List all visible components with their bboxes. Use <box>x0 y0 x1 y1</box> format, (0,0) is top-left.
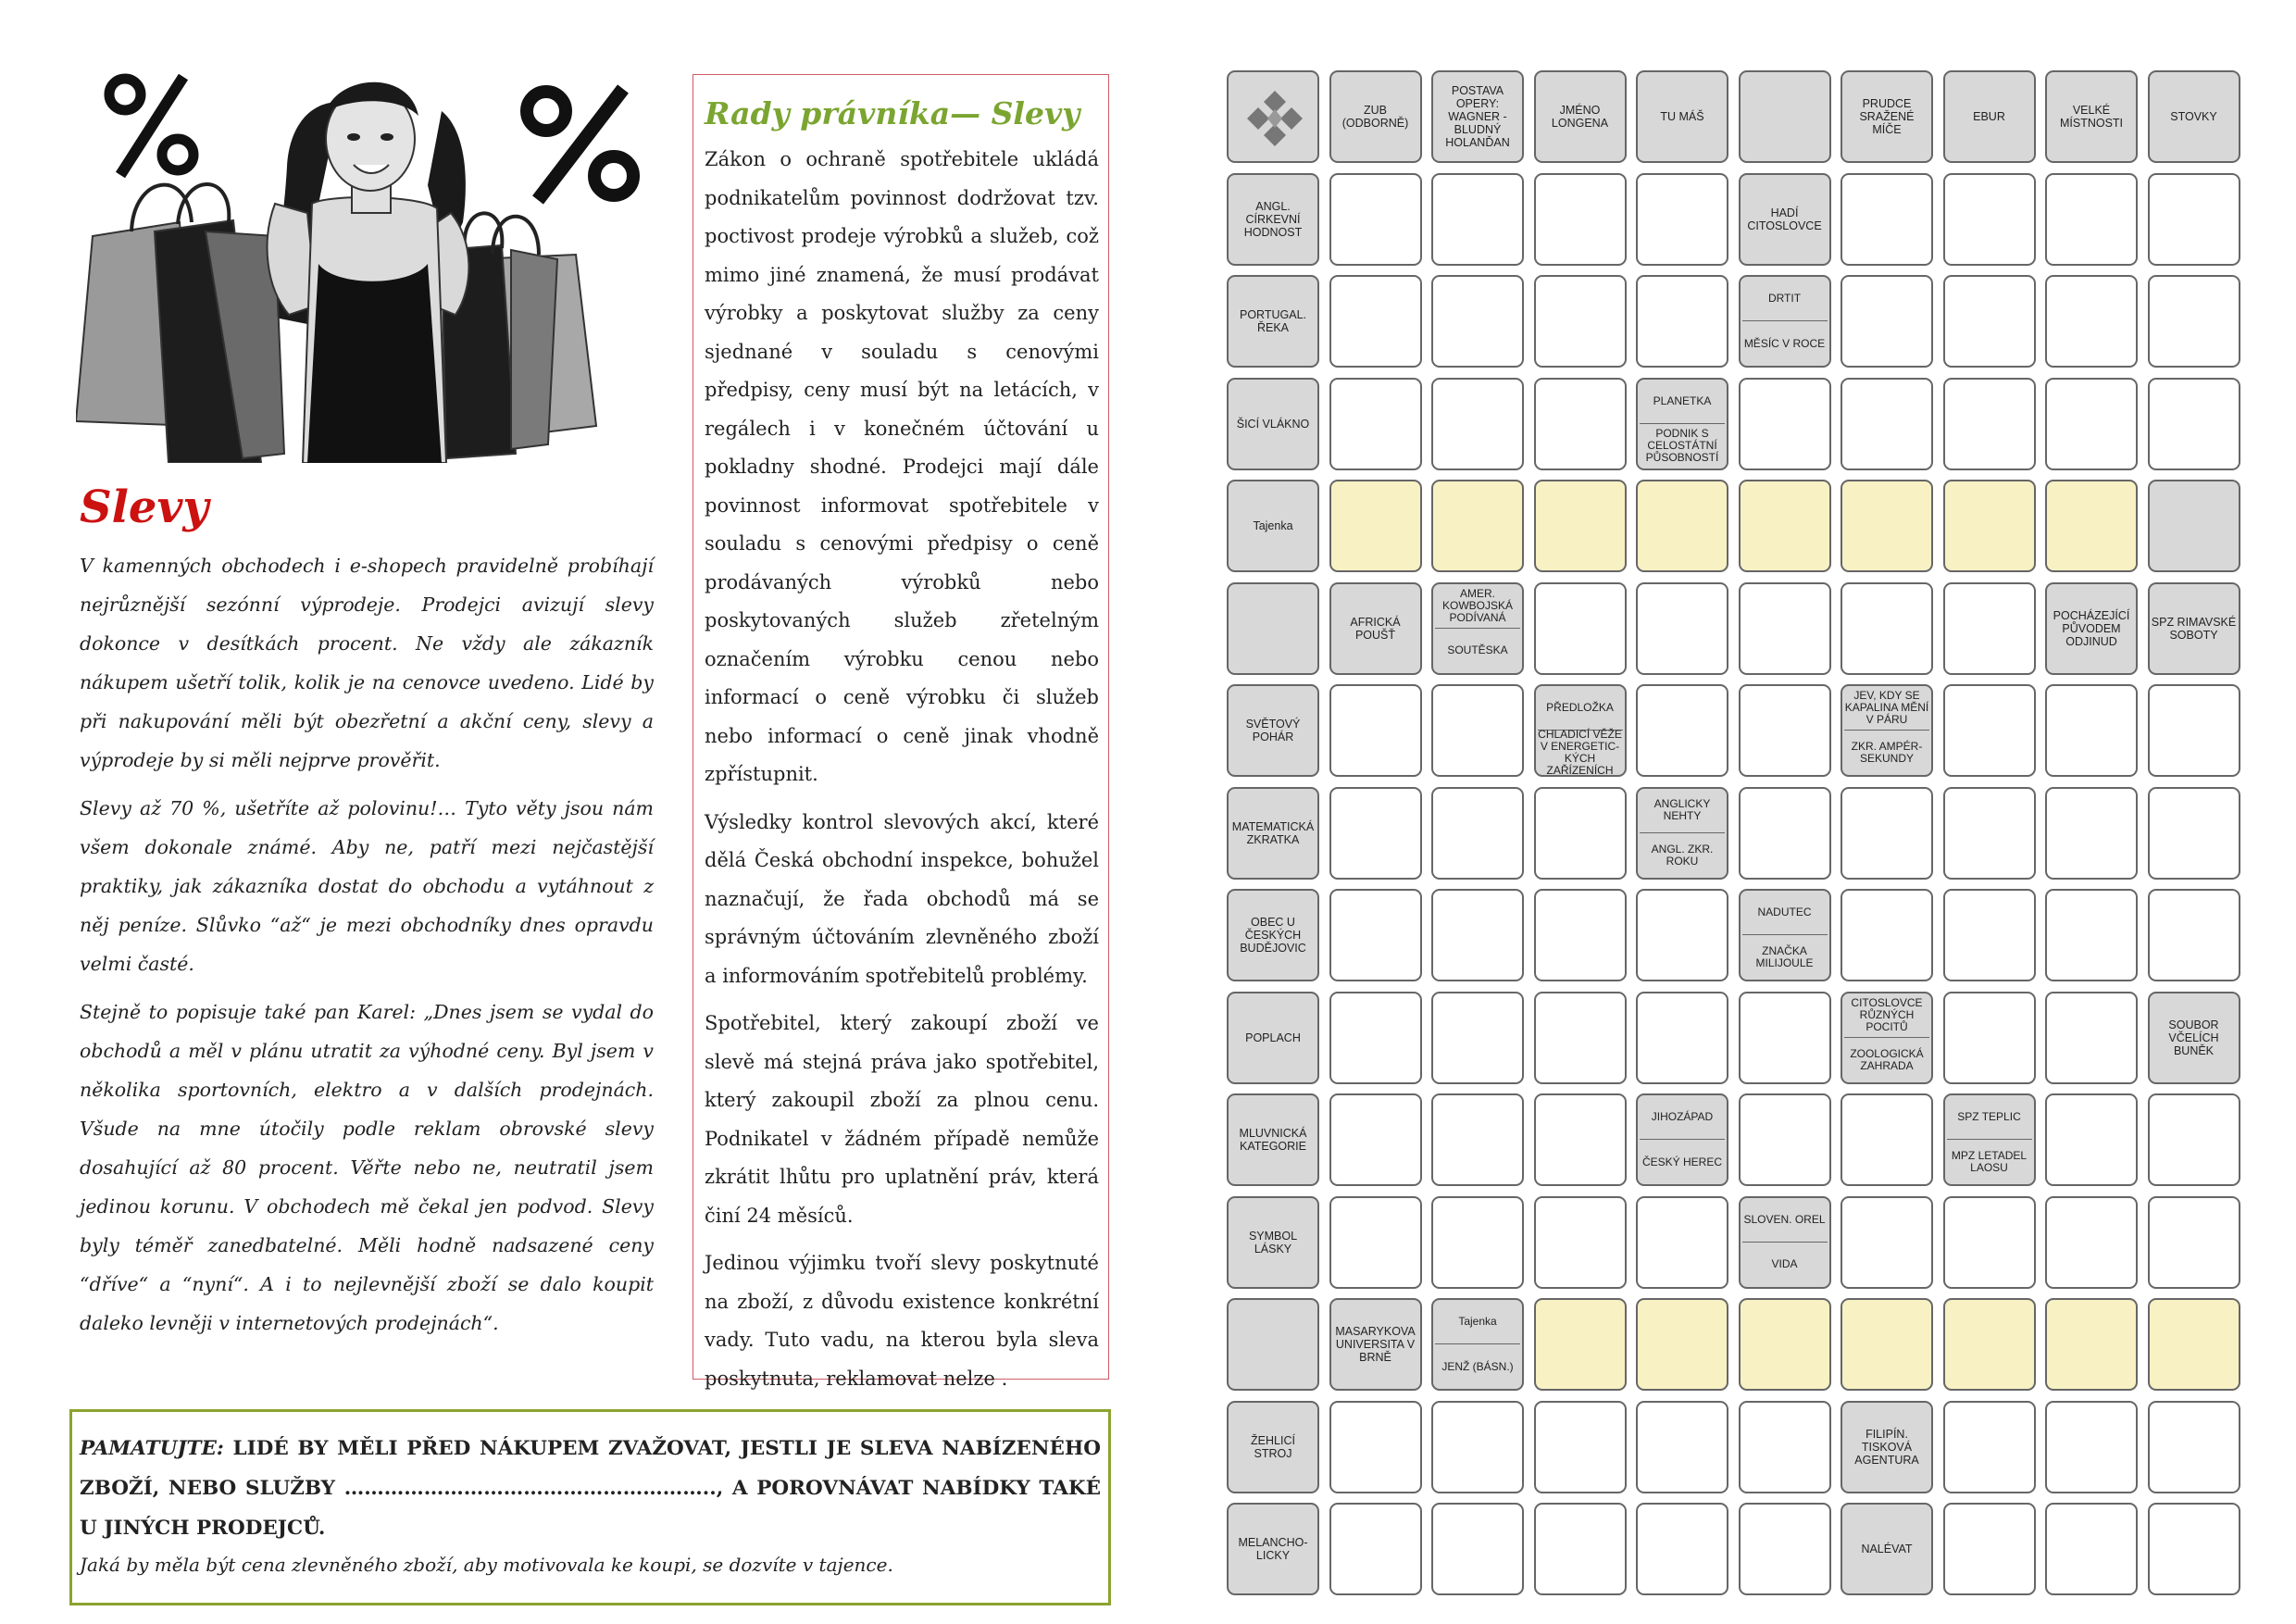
remember-box <box>69 1409 1111 1605</box>
clue-cell <box>1636 378 1728 470</box>
clue-text-top: AMER. KOWBOJSKÁ PODÍVANÁ <box>1435 584 1520 629</box>
answer-cell[interactable] <box>1943 1503 2036 1595</box>
tajenka-answer-cell[interactable] <box>1943 480 2036 572</box>
clue-text-bottom: MĚSÍC V ROCE <box>1743 336 1826 350</box>
clue-cell <box>1636 70 1728 163</box>
answer-cell[interactable] <box>1739 787 1831 880</box>
clue-cell <box>1739 70 1831 163</box>
tajenka-answer-cell[interactable] <box>1534 1298 1627 1391</box>
clue-text: OBEC U ČESKÝCH BUDĚJOVIC <box>1240 916 1306 955</box>
clue-cell <box>1227 1401 1319 1493</box>
clue-cell <box>1841 70 1933 163</box>
clue-text-top: CITOSLOVCE RŮZNÝCH POCITŮ <box>1844 993 1929 1038</box>
answer-cell[interactable] <box>1841 889 1933 981</box>
clue-text: FILIPÍN. TISKOVÁ AGENTURA <box>1854 1427 1919 1467</box>
clue-text: ŠICÍ VLÁKNO <box>1236 417 1310 431</box>
answer-cell[interactable] <box>1739 1093 1831 1186</box>
answer-cell[interactable] <box>1841 787 1933 880</box>
answer-cell[interactable] <box>1841 378 1933 470</box>
answer-cell[interactable] <box>2148 173 2240 266</box>
article-paragraph: Slevy až 70 %, ušetříte až polovinu!… Tyto věty jsou nám všem dokonale známé. Aby ne, patří mezi nejčastější praktiky, jak zákazníka dostat do obchodu a vytáhnout z něj peníze. Slůvko “až“ je mezi obchodníky dnes opravdu velmi časté. <box>80 797 654 975</box>
tajenka-answer-cell[interactable] <box>1636 1298 1728 1391</box>
clue-text: VELKÉ MÍSTNOSTI <box>2059 104 2124 130</box>
clue-text-bottom: JENŽ (BÁSN.) <box>1441 1359 1514 1373</box>
clue-text: HADÍ CITOSLOVCE <box>1747 206 1822 232</box>
tajenka-answer-cell[interactable] <box>1841 480 1933 572</box>
answer-cell[interactable] <box>2148 684 2240 777</box>
clue-cell <box>1227 480 1319 572</box>
clue-cell <box>1227 1298 1319 1391</box>
clue-cell <box>1329 582 1422 675</box>
answer-cell[interactable] <box>1534 1503 1627 1595</box>
answer-cell[interactable] <box>1943 684 2036 777</box>
clue-cell <box>1227 1093 1319 1186</box>
clue-cell <box>1431 70 1524 163</box>
answer-cell[interactable] <box>1739 992 1831 1084</box>
answer-cell[interactable] <box>2045 992 2138 1084</box>
clue-text: EBUR <box>1973 110 2005 123</box>
answer-cell[interactable] <box>1943 992 2036 1084</box>
clue-cell <box>2148 992 2240 1084</box>
tajenka-answer-cell[interactable] <box>1739 1298 1831 1391</box>
clue-text: NALÉVAT <box>1861 1543 1913 1555</box>
clue-text-bottom: ANGL. ZKR. ROKU <box>1651 842 1714 868</box>
answer-cell[interactable] <box>2148 1093 2240 1186</box>
clue-cell <box>1227 582 1319 675</box>
answer-cell[interactable] <box>1534 992 1627 1084</box>
clue-cell <box>1943 70 2036 163</box>
clue-text <box>1742 72 1828 161</box>
answer-cell[interactable] <box>1739 1503 1831 1595</box>
clue-cell <box>1227 1503 1319 1595</box>
clue-cell <box>1739 275 1831 368</box>
clue-text: POPLACH <box>1245 1031 1301 1044</box>
answer-cell[interactable] <box>1943 378 2036 470</box>
clue-cell <box>1227 275 1319 368</box>
answer-cell[interactable] <box>1636 1503 1728 1595</box>
tajenka-answer-cell[interactable] <box>2148 1298 2240 1391</box>
answer-cell[interactable] <box>1534 1093 1627 1186</box>
answer-cell[interactable] <box>1841 1196 1933 1289</box>
answer-cell[interactable] <box>1943 582 2036 675</box>
clue-text: ZUB (ODBORNĚ) <box>1341 104 1409 130</box>
answer-cell[interactable] <box>2045 1196 2138 1289</box>
clue-text-top: NADUTEC <box>1742 891 1828 935</box>
clue-cell <box>2148 70 2240 163</box>
clue-text: MLUVNICKÁ KATEGORIE <box>1239 1127 1307 1153</box>
answer-cell[interactable] <box>1431 889 1524 981</box>
answer-cell[interactable] <box>1943 787 2036 880</box>
clue-cell <box>2148 582 2240 675</box>
clue-text-bottom: SOUTĚSKA <box>1447 643 1508 656</box>
answer-cell[interactable] <box>1943 1196 2036 1289</box>
answer-cell[interactable] <box>2045 1401 2138 1493</box>
answer-cell[interactable] <box>1431 992 1524 1084</box>
answer-cell[interactable] <box>1329 1401 1422 1493</box>
tajenka-answer-cell[interactable] <box>1841 1298 1933 1391</box>
clue-text-top: JEV, KDY SE KAPALINA MĚNÍ V PÁRU <box>1844 686 1929 731</box>
answer-cell[interactable] <box>2148 1196 2240 1289</box>
clue-cell <box>1534 684 1627 777</box>
clue-cell <box>1841 1503 1933 1595</box>
answer-cell[interactable] <box>1636 582 1728 675</box>
clue-text: JMÉNO LONGENA <box>1551 104 1609 130</box>
answer-cell[interactable] <box>1739 582 1831 675</box>
clue-cell <box>1227 889 1319 981</box>
clue-cell <box>1636 1093 1728 1186</box>
clue-text: SVĚTOVÝ POHÁR <box>1245 718 1301 743</box>
answer-cell[interactable] <box>2148 787 2240 880</box>
answer-cell[interactable] <box>1431 275 1524 368</box>
clue-text: SPZ RIMAVSKÉ SOBOTY <box>2151 615 2237 642</box>
clue-cell <box>1636 787 1728 880</box>
clue-cell <box>1329 1298 1422 1391</box>
clue-cell <box>1739 173 1831 266</box>
clue-text: MASARYKOVA UNIVERSITA V BRNĚ <box>1335 1325 1416 1364</box>
clue-text: AFRICKÁ POUŠŤ <box>1350 615 1401 642</box>
answer-cell[interactable] <box>1943 889 2036 981</box>
clue-text-bottom: ZKR. AMPÉR-SEKUNDY <box>1851 740 1923 765</box>
answer-cell[interactable] <box>1636 889 1728 981</box>
clue-text-top: JIHOZÁPAD <box>1640 1095 1725 1140</box>
tajenka-answer-cell[interactable] <box>2045 1298 2138 1391</box>
remember-text <box>80 1429 1101 1548</box>
answer-cell[interactable] <box>1534 582 1627 675</box>
clue-cell <box>1227 378 1319 470</box>
clue-text: PRUDCE SRAŽENÉ MÍČE <box>1859 97 1915 136</box>
answer-cell[interactable] <box>1841 275 1933 368</box>
clue-cell <box>2045 70 2138 163</box>
answer-cell[interactable] <box>1431 1196 1524 1289</box>
clue-text-top: PŘEDLOŽKA <box>1538 686 1623 731</box>
answer-cell[interactable] <box>1534 1401 1627 1493</box>
clue-text-top: ANGLICKY NEHTY <box>1640 789 1725 833</box>
answer-cell[interactable] <box>1534 275 1627 368</box>
answer-cell[interactable] <box>1431 1503 1524 1595</box>
answer-cell[interactable] <box>1841 582 1933 675</box>
legal-advice-box <box>693 74 1109 1390</box>
answer-cell[interactable] <box>1534 787 1627 880</box>
article-title: Slevy <box>80 481 209 533</box>
clue-cell <box>1227 992 1319 1084</box>
answer-cell[interactable] <box>1329 684 1422 777</box>
clue-text: Tajenka <box>1253 519 1293 532</box>
clue-text-bottom: PODNIK S CELOSTÁTNÍ PŮSOBNOSTÍ <box>1645 427 1719 464</box>
clue-cell <box>2045 582 2138 675</box>
answer-cell[interactable] <box>1534 378 1627 470</box>
answer-cell[interactable] <box>1841 173 1933 266</box>
crossword-grid <box>1227 70 2245 1598</box>
answer-cell[interactable] <box>2045 684 2138 777</box>
answer-cell[interactable] <box>2045 787 2138 880</box>
clue-text: SOUBOR VČELÍCH BUNĚK <box>2168 1018 2219 1057</box>
answer-cell[interactable] <box>1636 992 1728 1084</box>
clue-text <box>1230 584 1316 673</box>
answer-cell[interactable] <box>1329 992 1422 1084</box>
answer-cell[interactable] <box>1534 889 1627 981</box>
answer-cell[interactable] <box>1329 1196 1422 1289</box>
answer-cell[interactable] <box>1329 1503 1422 1595</box>
clue-text-bottom: ZNAČKA MILIJOULE <box>1755 944 1814 969</box>
answer-cell[interactable] <box>1739 378 1831 470</box>
answer-cell[interactable] <box>1431 173 1524 266</box>
clue-text-top: Tajenka <box>1435 1300 1520 1344</box>
clue-text: ANGL. CÍRKEVNÍ HODNOST <box>1243 199 1303 239</box>
clue-text-bottom: ZOOLOGICKÁ ZAHRADA <box>1850 1046 1924 1072</box>
clue-cell <box>1227 1196 1319 1289</box>
legal-paragraph: Zákon o ochraně spotřebitele ukládá podnikatelům povinnost dodržovat tzv. poctivost prodeje výrobků a služeb, což mimo jiné znamená, že musí prodávat výrobky a poskytovat služby za ceny sjednané v souladu s cenovými předpisy, ceny musí být na letácích, v regálech i v konečném účtování u pokladny shodné. Prodejci mají dále povinnost informovat spotřebitele v souladu s cenovými předpisy o ceně prodávaných výrobků nebo poskytovaných služeb zřetelným označením výrobku cenou nebo informací o ceně výrobku či služeb nebo informací o ceně jinak vhodně zpřístupnit. <box>705 148 1099 785</box>
clue-text-bottom: MPZ LETADEL LAOSU <box>1951 1149 2028 1174</box>
answer-cell[interactable] <box>1431 787 1524 880</box>
clue-cell <box>1227 787 1319 880</box>
answer-cell[interactable] <box>1739 684 1831 777</box>
tajenka-answer-cell[interactable] <box>1739 480 1831 572</box>
tajenka-answer-cell[interactable] <box>1329 480 1422 572</box>
answer-cell[interactable] <box>2045 889 2138 981</box>
clue-text-bottom: VIDA <box>1771 1257 1798 1270</box>
answer-cell[interactable] <box>1943 275 2036 368</box>
clue-text: POCHÁZEJÍCÍ PŮVODEM ODJINUD <box>2053 608 2130 648</box>
clue-text-bottom: ČESKÝ HEREC <box>1641 1155 1723 1168</box>
clue-text: SYMBOL LÁSKY <box>1248 1229 1298 1255</box>
article-paragraph: Stejně to popisuje také pan Karel: „Dnes jsem se vydal do obchodů a měl v plánu utratit za výhodné ceny. Byl jsem v několika sportovních, elektro a v dalších prodejnách. Všude na mne útočily podle reklam obrovské slevy dosahující až 80 procent. Věřte nebo ne, neutratil jsem jedinou korunu. V obchodech mě čekal jen podvod. Slevy byly téměř zanedbatelné. Měli hodně nadsazené ceny “dříve“ a “nyní“. A i to nejlevnější zboží se dalo koupit daleko levněji v internetových prodejnách“. <box>80 1001 654 1334</box>
clue-text-top: SLOVEN. OREL <box>1742 1198 1828 1243</box>
answer-cell[interactable] <box>2148 1503 2240 1595</box>
tajenka-answer-cell[interactable] <box>1943 1298 2036 1391</box>
clue-text-bottom: CHLADICÍ VĚŽE V ENERGETIC-KÝCH ZAŘÍZENÍCH <box>1538 728 1622 777</box>
shopper-woman-illustration <box>76 74 668 463</box>
answer-cell[interactable] <box>1329 173 1422 266</box>
clue-cell <box>1329 70 1422 163</box>
answer-cell[interactable] <box>2045 173 2138 266</box>
legal-paragraph: Jedinou výjimku tvoří slevy poskytnuté na zboží, z důvodu existence konkrétní vady. Tuto vadu, na kterou byla sleva poskytnuta, reklamovat nelze . <box>705 1252 1099 1390</box>
answer-cell[interactable] <box>2148 889 2240 981</box>
clue-text: STOVKY <box>2170 110 2217 123</box>
clue-text: PORTUGAL. ŘEKA <box>1239 308 1306 334</box>
clue-text: ŽEHLICÍ STROJ <box>1251 1433 1295 1460</box>
article-paragraph: V kamenných obchodech i e-shopech pravidelně probíhají nejrůznější sezónní výprodeje. Prodejci avizují slevy dokonce v desítkách procent. Ne vždy ale zákazník nákupem ušetří tolik, kolik je na cenovce uvedeno. Lidé by při nakupování měli být obezřetní a akční ceny, slevy a výprodeje by si měli nejprve prověřit. <box>80 555 654 771</box>
answer-cell[interactable] <box>1534 1196 1627 1289</box>
answer-cell[interactable] <box>2045 1503 2138 1595</box>
answer-cell[interactable] <box>1329 378 1422 470</box>
article-body <box>80 546 654 1352</box>
clue-cell <box>1431 582 1524 675</box>
answer-cell[interactable] <box>1636 275 1728 368</box>
diamond-logo-icon <box>1227 70 1319 163</box>
clue-cell <box>1227 684 1319 777</box>
legal-paragraph: Výsledky kontrol slevových akcí, které dělá Česká obchodní inspekce, bohužel naznačují, že řada obchodů má se správným účtováním zlevněného zboží a informováním spotřebitelů problémy. <box>705 810 1099 987</box>
answer-cell[interactable] <box>2148 1401 2240 1493</box>
clue-cell <box>1739 1196 1831 1289</box>
clue-cell <box>1943 1093 2036 1186</box>
clue-text: POSTAVA OPERY: WAGNER - BLUDNÝ HOLANĎAN <box>1445 84 1510 149</box>
answer-cell[interactable] <box>1329 787 1422 880</box>
clue-cell <box>2148 480 2240 572</box>
clue-text-top: PLANETKA <box>1640 380 1725 424</box>
answer-cell[interactable] <box>1636 173 1728 266</box>
answer-cell[interactable] <box>1431 1093 1524 1186</box>
clue-text: MATEMATICKÁ ZKRATKA <box>1231 819 1315 846</box>
answer-cell[interactable] <box>2045 1093 2138 1186</box>
answer-cell[interactable] <box>1329 275 1422 368</box>
answer-cell[interactable] <box>1636 1401 1728 1493</box>
answer-cell[interactable] <box>1534 173 1627 266</box>
answer-cell[interactable] <box>1943 173 2036 266</box>
answer-cell[interactable] <box>1329 1093 1422 1186</box>
clue-text-top: SPZ TEPLIC <box>1947 1095 2032 1140</box>
answer-cell[interactable] <box>2045 275 2138 368</box>
remember-lead: PAMATUJTE: <box>80 1437 224 1460</box>
answer-cell[interactable] <box>2045 378 2138 470</box>
legal-advice-title: Rady právníka— Slevy <box>705 95 1080 131</box>
answer-cell[interactable] <box>1329 889 1422 981</box>
clue-cell <box>1534 70 1627 163</box>
clue-text <box>1230 1300 1316 1389</box>
tajenka-question: Jaká by měla být cena zlevněného zboží, aby motivovala ke koupi, se dozvíte v tajence. <box>80 1554 893 1576</box>
answer-cell[interactable] <box>1431 684 1524 777</box>
clue-cell <box>1841 1401 1933 1493</box>
tajenka-answer-cell[interactable] <box>1636 480 1728 572</box>
clue-cell <box>1739 889 1831 981</box>
tajenka-answer-cell[interactable] <box>2045 480 2138 572</box>
answer-cell[interactable] <box>1943 1401 2036 1493</box>
clue-text: MELANCHO-LICKY <box>1238 1536 1308 1562</box>
answer-cell[interactable] <box>1431 378 1524 470</box>
answer-cell[interactable] <box>2148 378 2240 470</box>
clue-cell <box>1841 992 1933 1084</box>
tajenka-answer-cell[interactable] <box>1534 480 1627 572</box>
clue-cell <box>1227 173 1319 266</box>
tajenka-answer-cell[interactable] <box>1431 480 1524 572</box>
answer-cell[interactable] <box>1636 684 1728 777</box>
legal-paragraph: Spotřebitel, který zakoupí zboží ve slevě má stejná práva jako spotřebitel, který zakoupil zboží za plnou cenu. Podnikatel v žádném případě nemůže zkrátit lhůtu pro uplatnění práv, která činí 24 měsíců. <box>705 1012 1099 1227</box>
clue-cell <box>1431 1298 1524 1391</box>
clue-text <box>2152 481 2237 570</box>
answer-cell[interactable] <box>1841 1093 1933 1186</box>
clue-text-top: DRTIT <box>1742 277 1828 321</box>
clue-cell <box>1841 684 1933 777</box>
clue-text: TU MÁŠ <box>1660 110 1704 123</box>
remember-body: LIDÉ BY MĚLI PŘED NÁKUPEM ZVAŽOVAT, JESTLI JE SLEVA NABÍZENÉHO ZBOŽÍ, NEBO SLUŽBY ……………………………………………….., A POROVNÁVAT NABÍDKY TAKÉ U JINÝCH PRODEJCŮ. <box>80 1437 1101 1540</box>
answer-cell[interactable] <box>1636 1196 1728 1289</box>
answer-cell[interactable] <box>2148 275 2240 368</box>
answer-cell[interactable] <box>1431 1401 1524 1493</box>
answer-cell[interactable] <box>1739 1401 1831 1493</box>
